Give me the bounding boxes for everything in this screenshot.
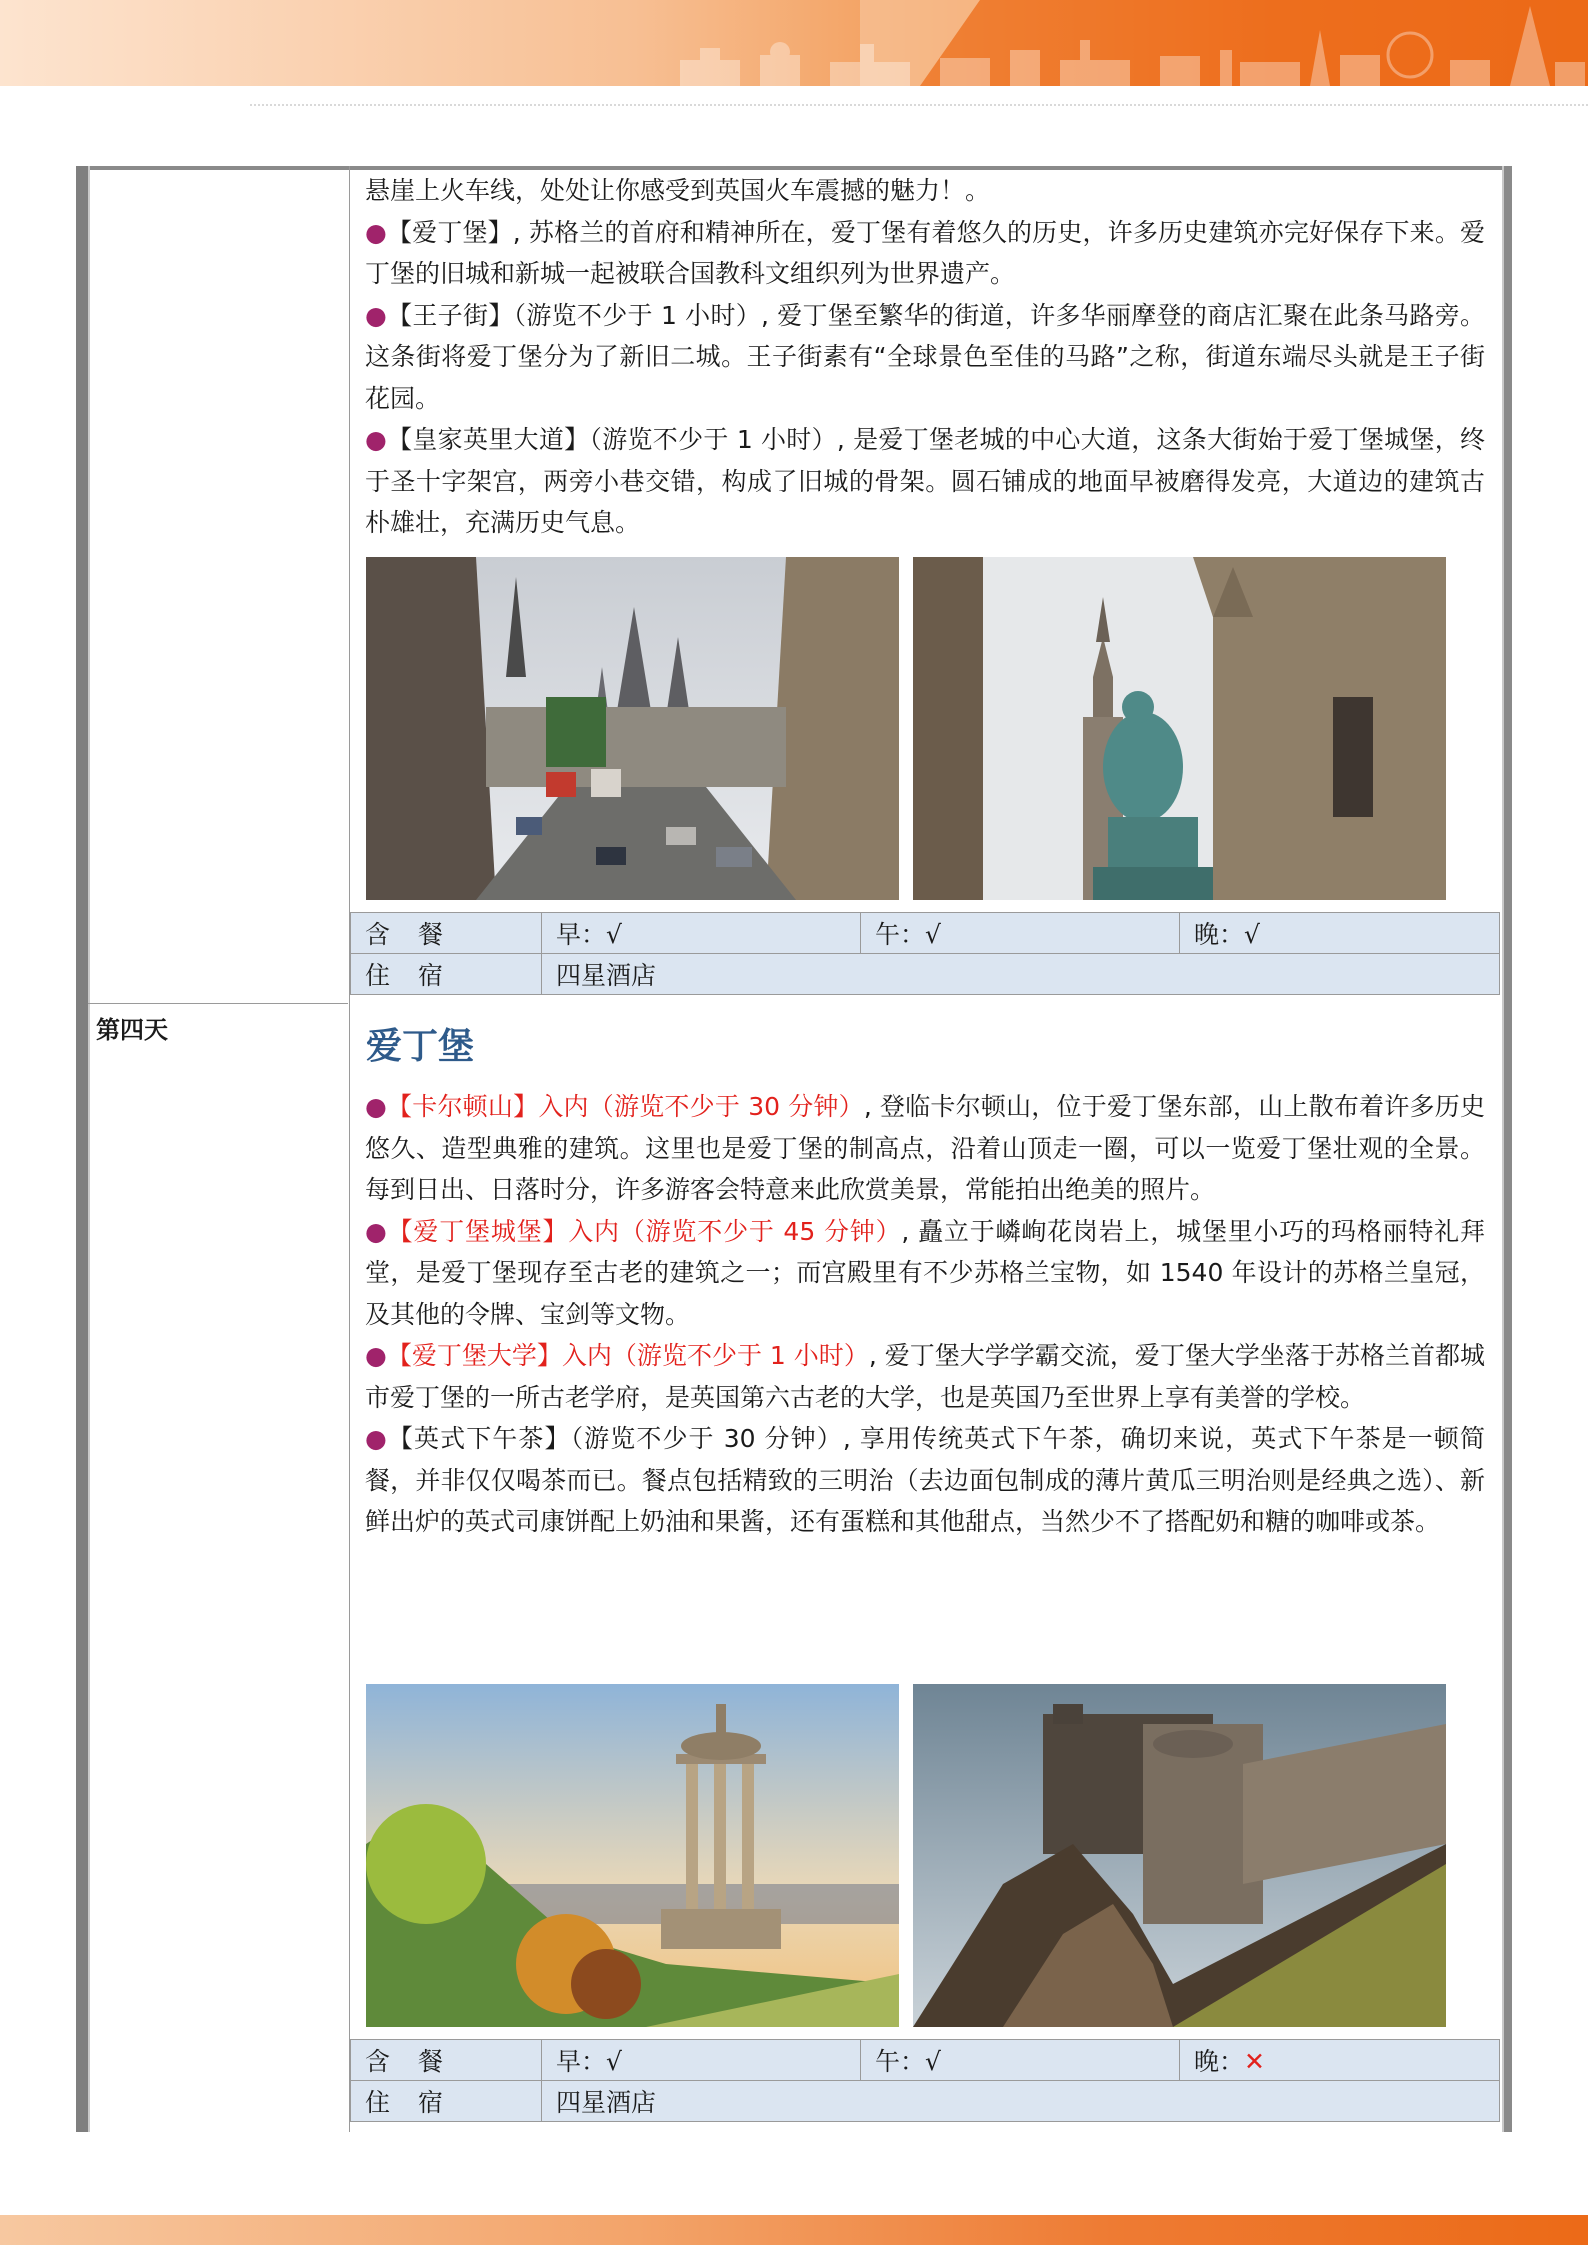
check-mark: √ [1244, 920, 1260, 949]
edinburgh-castle-photo [913, 1684, 1446, 2027]
breakfast-cell: 早：√ [542, 913, 861, 954]
day3-paragraph: 悬崖上火车线，处处让你感受到英国火车震撼的魅力！。 [365, 176, 991, 205]
day-column-divider [349, 166, 350, 2132]
table-left-border [76, 166, 90, 2132]
header-divider [250, 104, 1588, 106]
hotel-label: 住 宿 [351, 2081, 542, 2122]
hotel-label: 住 宿 [351, 954, 542, 995]
lunch-cell: 午：√ [861, 913, 1180, 954]
day3-paragraph: ●【皇家英里大道】（游览不少于 1 小时）, 是爱丁堡老城的中心大道，这条大街始于爱丁堡城堡，终于圣十字架宫，两旁小巷交错，构成了旧城的骨架。圆石铺成的地面早被磨得发亮，大道边的建筑古朴雄壮，充满历史气息。 [365, 425, 1485, 537]
hotel-row [351, 954, 1500, 995]
hotel-row [351, 2081, 1500, 2122]
day4-paragraph: ●【英式下午茶】（游览不少于 30 分钟）, 享用传统英式下午茶，确切来说，英式下午茶是一顿简餐，并非仅仅喝茶而已。餐点包括精致的三明治（去边面包制成的薄片黄瓜三明治则是经典之选）、新鲜出炉的英式司康饼配上奶油和果酱，还有蛋糕和其他甜点，当然少不了搭配奶和糖的咖啡或茶。 [365, 1424, 1485, 1536]
bullet-icon: ● [365, 1341, 387, 1370]
day4-paragraph: ●【卡尔顿山】入内（游览不少于 30 分钟）, 登临卡尔顿山，位于爱丁堡东部，山上散布着许多历史悠久、造型典雅的建筑。这里也是爱丁堡的制高点，沿着山顶走一圈，可以一览爱丁堡壮观的全景。每到日出、日落时分，许多游客会特意来此欣赏美景，常能拍出绝美的照片。 [365, 1092, 1485, 1204]
day-label: 第四天 [96, 1016, 168, 1044]
table-right-border [1502, 166, 1512, 2132]
royal-mile-street-photo [366, 557, 899, 900]
bullet-icon: ● [365, 1092, 388, 1121]
day4-meal-table [350, 2039, 1500, 2122]
bullet-icon: ● [365, 425, 388, 454]
attraction-highlight: 【爱丁堡大学】入内（游览不少于 1 小时） [386, 1341, 869, 1370]
hotel-value: 四星酒店 [542, 2081, 1500, 2122]
dinner-cell: 晚：√ [1180, 913, 1500, 954]
calton-hill-monument-photo [366, 1684, 899, 2027]
breakfast-cell: 早：√ [542, 2040, 861, 2081]
day4-paragraph: ●【爱丁堡城堡】入内（游览不少于 45 分钟）, 矗立于嶙峋花岗岩上，城堡里小巧的玛格丽特礼拜堂，是爱丁堡现存至古老的建筑之一；而宫殿里有不少苏格兰宝物，如 1540 年设计的苏格兰皇冠，及其他的令牌、宝剑等文物。 [365, 1216, 1485, 1329]
hotel-value: 四星酒店 [542, 954, 1500, 995]
day3-meal-table [350, 912, 1500, 995]
meal-label: 含 餐 [351, 913, 542, 954]
day4-paragraph: ●【爱丁堡大学】入内（游览不少于 1 小时）, 爱丁堡大学学霸交流，爱丁堡大学坐落于苏格兰首都城市爱丁堡的一所古老学府，是英国第六古老的大学，也是英国乃至世界上享有美誉的学校。 [365, 1341, 1485, 1412]
footer-banner [0, 2215, 1588, 2245]
meal-row [351, 2040, 1500, 2081]
day-row-divider [88, 1003, 348, 1004]
city-skyline-icon [660, 0, 1588, 86]
hume-statue-photo [913, 557, 1446, 900]
day3-paragraph: ●【王子街】（游览不少于 1 小时）, 爱丁堡至繁华的街道，许多华丽摩登的商店汇聚在此条马路旁。这条街将爱丁堡分为了新旧二城。王子街素有“全球景色至佳的马路”之称，街道东端尽头就是王子街花园。 [365, 300, 1485, 413]
bullet-icon: ● [365, 217, 387, 247]
itinerary-table [76, 166, 1512, 2132]
day4-photo-row [366, 1684, 1446, 2027]
cross-mark-icon: ✕ [1244, 2047, 1265, 2076]
meal-row [351, 913, 1500, 954]
day4-description [365, 1086, 1485, 1543]
attraction-highlight: 【卡尔顿山】入内（游览不少于 30 分钟） [387, 1092, 864, 1121]
bullet-icon: ● [365, 300, 388, 330]
city-title: 爱丁堡 [366, 1026, 475, 1067]
day3-paragraph: ●【爱丁堡】, 苏格兰的首府和精神所在，爱丁堡有着悠久的历史，许多历史建筑亦完好保存下来。爱丁堡的旧城和新城一起被联合国教科文组织列为世界遗产。 [365, 217, 1485, 288]
bullet-icon: ● [365, 1216, 388, 1246]
lunch-cell: 午：√ [861, 2040, 1180, 2081]
attraction-highlight: 【爱丁堡城堡】入内（游览不少于 45 分钟） [387, 1216, 902, 1246]
header-banner [0, 0, 1588, 86]
dinner-cell: 晚：✕ [1180, 2040, 1500, 2081]
meal-label: 含 餐 [351, 2040, 542, 2081]
day3-photo-row [366, 557, 1446, 900]
bullet-icon: ● [365, 1424, 388, 1453]
day3-description [365, 170, 1485, 544]
